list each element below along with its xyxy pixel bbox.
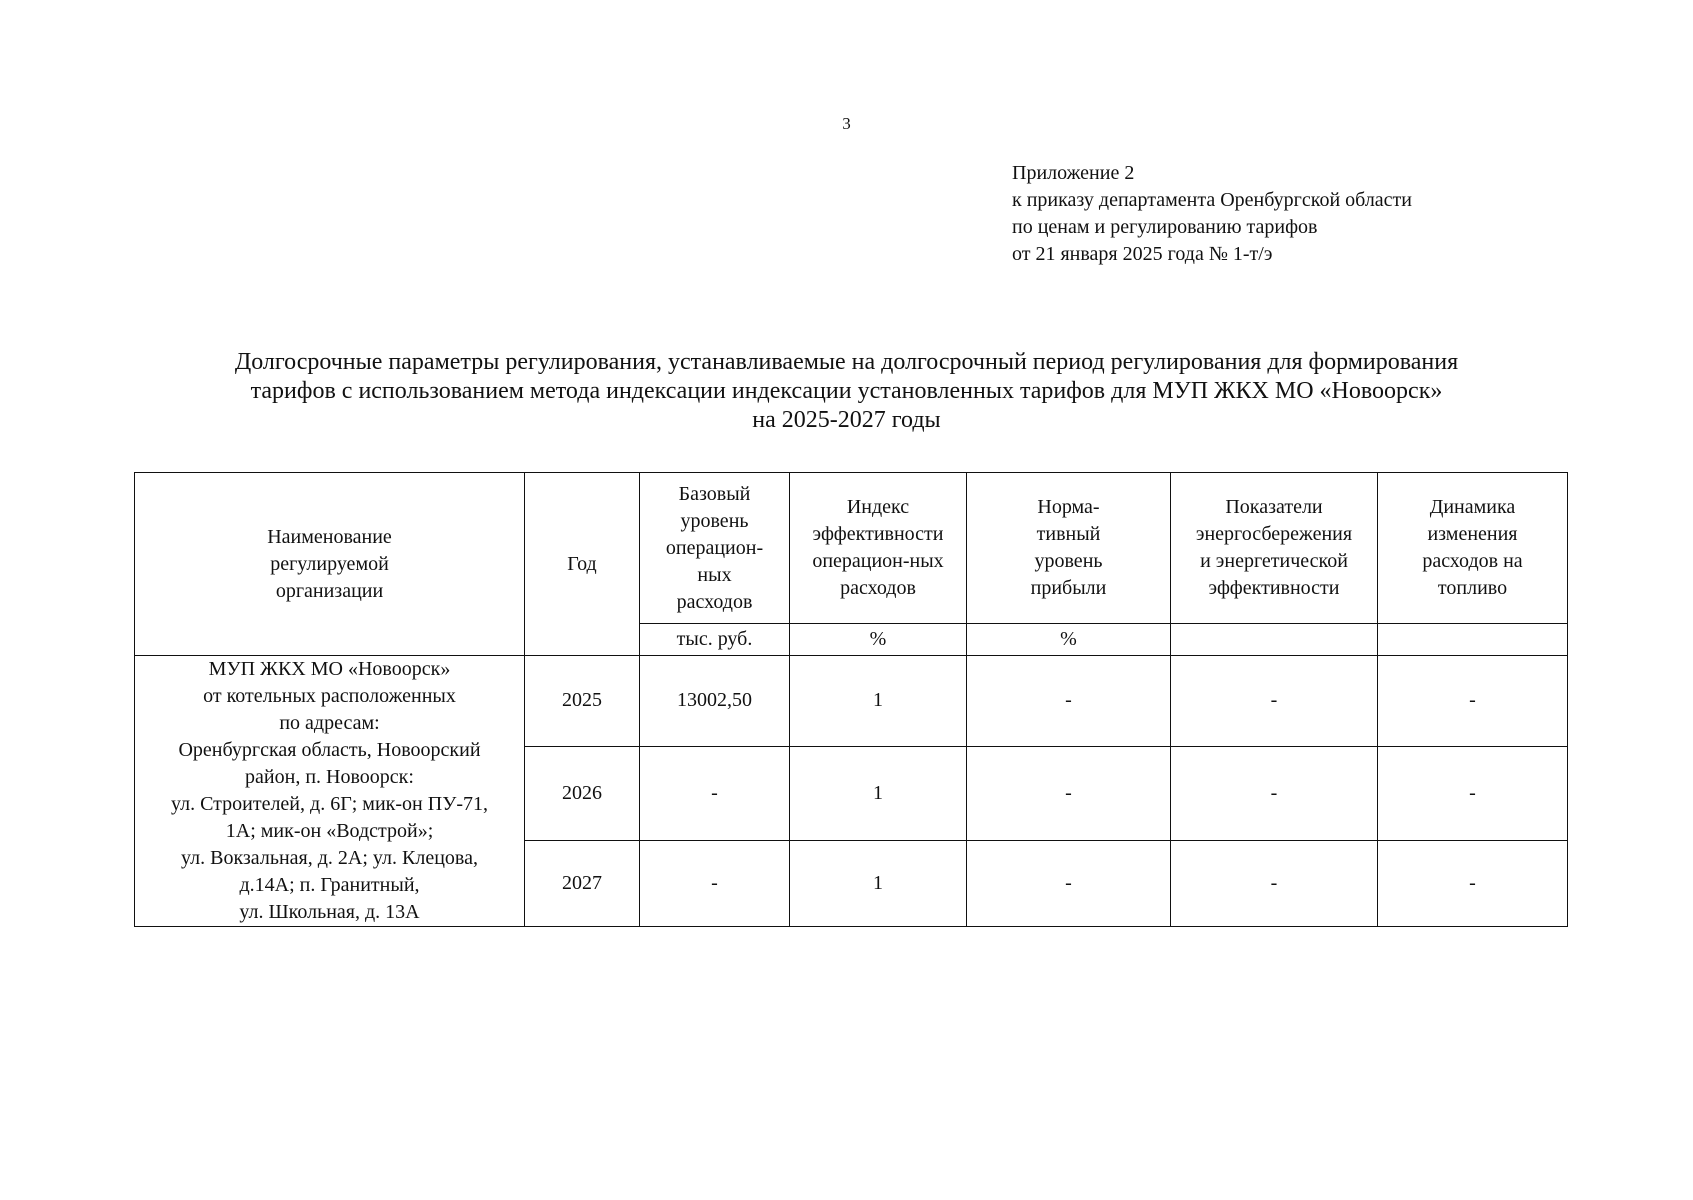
page-number: 3 — [842, 114, 851, 133]
appendix-line: к приказу департамента Оренбургской области — [1012, 189, 1412, 211]
parameters-table — [134, 472, 1568, 927]
appendix-line: Приложение 2 — [1012, 162, 1135, 184]
appendix-block — [1012, 160, 1412, 268]
cell-normative-profit: - — [967, 746, 1171, 841]
title-line: тарифов с использованием метода индексации индексации установленных тарифов для МУП ЖКХ МО «Новоорск» — [250, 378, 1443, 404]
organization-cell: МУП ЖКХ МО «Новоорск» от котельных расположенных по адресам: Оренбургская область, Новоорский район, п. Новоорск: ул. Строителей, д. 6Г; мик-он ПУ-71, 1А; мик-он «Водстрой»; ул. Вокзальная, д. 2А; ул. Клецова, д.14А; п. Гранитный, ул. Школьная, д. 13А — [135, 656, 525, 927]
header-efficiency-index: Индекс эффективности операцион-ных расходов — [790, 473, 967, 624]
cell-normative-profit: - — [967, 656, 1171, 747]
cell-efficiency-index: 1 — [790, 656, 967, 747]
cell-efficiency-index: 1 — [790, 841, 967, 927]
appendix-line: по ценам и регулированию тарифов — [1012, 216, 1318, 238]
cell-fuel-dynamics: - — [1378, 656, 1568, 747]
header-year: Год — [525, 473, 640, 656]
header-base-opex: Базовый уровень операцион- ных расходов — [640, 473, 790, 624]
cell-base-opex: - — [640, 841, 790, 927]
cell-year: 2026 — [525, 746, 640, 841]
title-line: на 2025-2027 годы — [752, 407, 941, 433]
cell-efficiency-index: 1 — [790, 746, 967, 841]
unit-energy-saving — [1171, 624, 1378, 656]
cell-base-opex: - — [640, 746, 790, 841]
cell-energy-saving: - — [1171, 656, 1378, 747]
cell-fuel-dynamics: - — [1378, 746, 1568, 841]
appendix-line: от 21 января 2025 года № 1-т/э — [1012, 243, 1273, 265]
cell-energy-saving: - — [1171, 841, 1378, 927]
header-org: Наименование регулируемой организации — [135, 473, 525, 656]
header-energy-saving: Показатели энергосбережения и энергетической эффективности — [1171, 473, 1378, 624]
unit-fuel-dynamics — [1378, 624, 1568, 656]
title-line: Долгосрочные параметры регулирования, устанавливаемые на долгосрочный период регулирования для формирования — [234, 349, 1459, 375]
document-title — [120, 348, 1573, 435]
cell-normative-profit: - — [967, 841, 1171, 927]
unit-normative-profit: % — [967, 624, 1171, 656]
unit-efficiency-index: % — [790, 624, 967, 656]
unit-base-opex: тыс. руб. — [640, 624, 790, 656]
cell-base-opex: 13002,50 — [640, 656, 790, 747]
header-fuel-dynamics: Динамика изменения расходов на топливо — [1378, 473, 1568, 624]
header-normative-profit: Норма- тивный уровень прибыли — [967, 473, 1171, 624]
table-row — [135, 656, 1568, 747]
cell-energy-saving: - — [1171, 746, 1378, 841]
cell-year: 2027 — [525, 841, 640, 927]
header-row — [135, 473, 1568, 624]
cell-year: 2025 — [525, 656, 640, 747]
cell-fuel-dynamics: - — [1378, 841, 1568, 927]
